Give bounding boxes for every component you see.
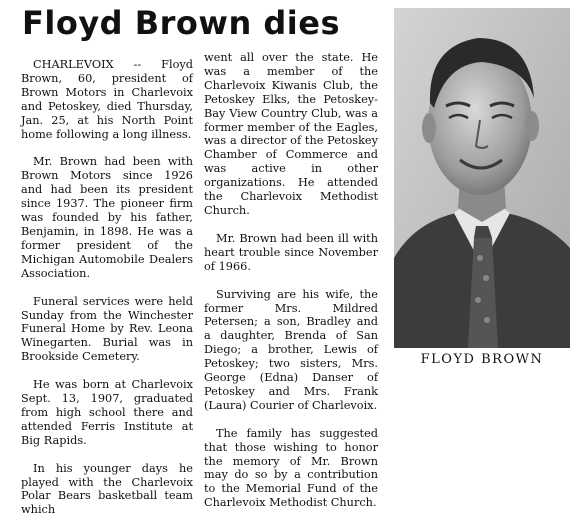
photo-caption: FLOYD BROWN	[420, 352, 544, 367]
paragraph: He was born at Charlevoix Sept. 13, 1907, graduated from high school there and attended Ferris Institute at Big Rapids.	[21, 378, 193, 447]
portrait-photo	[394, 8, 570, 348]
paragraph: Funeral services were held Sunday from the Winchester Funeral Home by Rev. Leona Winegarten. Burial was in Brookside Cemetery.	[21, 294, 193, 364]
headline: Floyd Brown dies	[22, 4, 340, 42]
paragraph: Mr. Brown had been ill with heart trouble since November of 1966.	[204, 231, 378, 273]
paragraph: The family has suggested that those wishing to honor the memory of Mr. Brown may do so by a contribution to the Memorial Fund of the Charlevoix Methodist Church.	[204, 426, 378, 510]
paragraph: In his younger days he played with the Charlevoix Polar Bears basketball team which	[21, 461, 193, 517]
paragraph: Surviving are his wife, the former Mrs. Mildred Petersen; a son, Bradley and a daughter, Brenda of San Diego; a brother, Lewis of Petoskey; two sisters, Mrs. George (Edna) Danser of Petoskey and Mrs. Frank (Laura) Courier of Charlevoix.	[204, 287, 378, 412]
paragraph: Mr. Brown had been with Brown Motors since 1926 and had been its president since 1937. The pioneer firm was founded by his father, Benjamin, in 1898. He was a former president of the Michigan Automobile Dealers Association.	[21, 155, 193, 280]
portrait-illustration	[394, 8, 570, 348]
middle-column	[204, 51, 378, 510]
paragraph: went all over the state. He was a member of the Charlevoix Kiwanis Club, the Petoskey Elks, the Petoskey-Bay View Country Club, was a former member of the Eagles, was a director of the Petoskey Chamber of Commerce and was active in other organizations. He attended the Charlevoix Methodist Church.	[204, 51, 378, 217]
paragraph: CHARLEVOIX -- Floyd Brown, 60, president of Brown Motors in Charlevoix and Petoskey, died Thursday, Jan. 25, at his North Point home following a long illness.	[21, 58, 193, 141]
left-column	[21, 58, 193, 517]
